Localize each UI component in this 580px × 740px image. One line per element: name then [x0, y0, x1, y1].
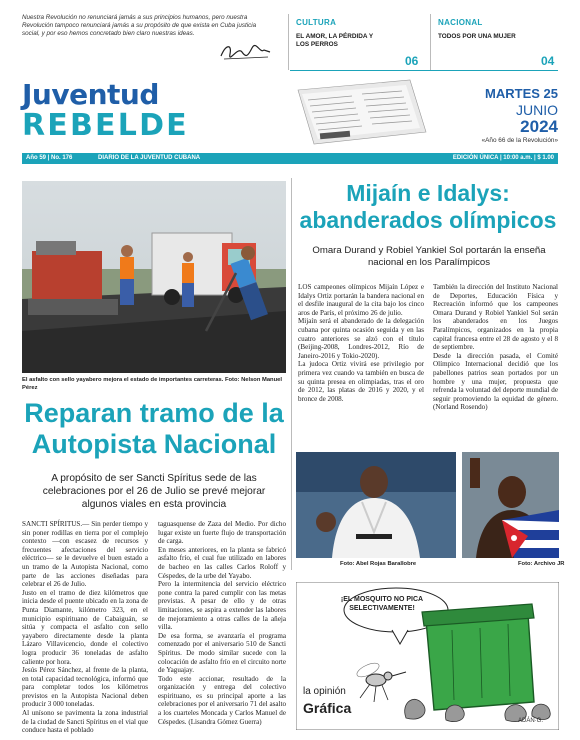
divider: [430, 14, 431, 70]
divider: [290, 70, 558, 71]
info-bar: [22, 153, 558, 164]
divider: [291, 178, 292, 570]
date-day: MARTES 25: [485, 86, 558, 101]
section-nacional-page: 04: [541, 54, 555, 68]
photo-caption: El asfalto con sello yayabero mejora el estado de importantes carreteras. Foto: Nelson Manuel Pérez: [22, 377, 282, 391]
article-headline[interactable]: Reparan tramo de la Autopista Nacional: [24, 398, 284, 459]
article-deck: Omara Durand y Robiel Yankiel Sol portarán la enseña nacional en los Paralímpicos: [312, 245, 546, 268]
article-deck: A propósito de ser Sancti Spíritus sede de las celebraciones por el 26 de Julio se prevé mejorar algunos viales en esta provincia: [42, 473, 266, 510]
opinion-label: la opinión: [303, 686, 346, 697]
masthead-quote: Nuestra Revolución no renunciará jamás a sus principios humanos, pero nuestra Revolución tampoco renunciará jamás a su propósito de que exista en Cuba justicia social, y por eso hemos concretado bien claro nuestras ideas.: [22, 14, 257, 38]
section-cultura-title[interactable]: CULTURA: [296, 18, 337, 27]
year-note: «Año 66 de la Revolución»: [481, 137, 558, 144]
cartoon-signature: ADÁN·G.: [518, 718, 544, 724]
issue-number: Año 59 | No. 176: [26, 155, 73, 161]
date-year: 2024: [520, 117, 558, 136]
date-month: JUNIO: [516, 102, 558, 118]
photo-credit: Foto: Archivo JR: [518, 561, 565, 567]
section-nacional-text[interactable]: TODOS POR UNA MUJER: [438, 33, 516, 40]
article-body-col1: LOS campeones olímpicos Mijaín López e Idalys Ortiz portarán la bandera nacional en el desfile inaugural de la cita bajo los cinco aros de París, el próximo 26 de julio. Mijaín será el abanderado de la delegación cubana por quinta ocasión seguida y en las cuatro anteriores se alzó con el título (Beijing-2008, Londres-2012, Río de Janeiro-2016 y Tokio-2020). La judoca Ortiz vivirá ese privilegio por primera vez cuando va también en busca de su quinta presea en olimpiadas, tras el oro de 2012, las platas de 2016 y 2020, y el bronce de 2008.: [298, 283, 424, 403]
divider: [288, 14, 289, 70]
logo-juventud: Juventud: [22, 78, 159, 111]
section-nacional-title[interactable]: NACIONAL: [438, 18, 483, 27]
signature-image: [218, 40, 274, 62]
cartoon-bubble: ¡EL MOSQUITO NO PICA SELECTIVAMENTE!: [340, 596, 424, 612]
newspaper-illustration: [292, 76, 432, 148]
article-body-col2: taguasquense de Zaza del Medio. Por dicho lugar existe un fuerte flujo de transportación de carga. En meses anteriores, en la planta se fabricó asfalto frío, el cual fue utilizado en labores de bacheo en las calles Carlos Roloff y Céspedes, de la urbe del Yayabo. Pero la intermitencia del servicio eléctrico pone contra la pared cumplir con las metas previstas. A pesar de ello y de otras limitaciones, se aspira a extender las labores de mejoramiento a otras calles de la añeja villa. De esa forma, se avanzaría el programa comenzado por el aniversario 510 de Sancti Spíritus. De modo similar sucede con la colocación de asfalto frío en el circuito norte de Yaguajay. Todo este accionar, resultado de la organización y entrega del colectivo espirituano, es su principal aporte a las celebraciones por el aniversario 71 del asalto a los cuarteles Moncada y Carlos Manuel de Céspedes. (Lisandra Gómez Guerra): [158, 520, 286, 726]
article-body-col1: SANCTI SPÍRITUS.— Sin perder tiempo y sin poner rodillas en tierra por el complejo contexto —con escasez de recursos y frecuentes afectaciones del servicio eléctrico— se le devuelve el buen estado a un tramo de la Autopista Nacional, como parte de las acciones diseñadas para celebrar el 26 de Julio. Justo en el tramo de diez kilómetros que inicia desde el puente ubicado en la zona de Punta Diamante, kilómetro 323, en el municipio espirituano de Cabaiguán, se sitúa y compacta el asfalto con sello yayabero directamente desde la planta Lázaro Villavicencio, donde el colectivo logra producir 36 toneladas de asfalto caliente por hora. Jesús Pérez Sánchez, al frente de la planta, en total capacidad tecnológica, informó que para completar todos los kilómetros previstos en la Autopista Nacional deben producir 3 000 toneladas. Al unísono se pavimenta la zona industrial de la ciudad de Sancti Spíritus en el vial que conduce hasta el poblado: [22, 520, 148, 735]
wrestler-photo[interactable]: [462, 452, 559, 558]
logo-rebelde: REBELDE: [22, 108, 189, 143]
article-body-col2: También la dirección del Instituto Nacional de Deportes, Educación Física y Recreación informó que los campeones Omara Durand y Robiel Yankiel Sol serán los abanderados en los Juegos Paralímpicos, organizados en la propia capital francesa entre el 28 de agosto y el 8 de septiembre. Desde la dirección pasada, el Comité Olímpico Internacional decidió que los pabellones patrios sean portados por un hombre y una mujer, propuesta que refrenda la voluntad del deporte mundial de seguir promoviendo la equidad de género. (Norland Rosendo): [433, 283, 558, 412]
article-headline[interactable]: Mijaín e Idalys: abanderados olímpicos: [299, 180, 557, 233]
tagline: DIARIO DE LA JUVENTUD CUBANA: [98, 155, 201, 161]
section-cultura-text[interactable]: EL AMOR, LA PÉRDIDA Y LOS PERROS: [296, 33, 374, 48]
opinion-label-grafica: Gráfica: [303, 700, 352, 716]
photo-credit: Foto: Abel Rojas Barallobre: [340, 561, 417, 567]
judoka-photo[interactable]: [296, 452, 456, 558]
edition-info: EDICIÓN ÚNICA | 10:00 a.m. | $ 1.00: [452, 155, 554, 161]
asphalt-photo[interactable]: [22, 181, 286, 373]
section-cultura-page: 06: [405, 54, 419, 68]
